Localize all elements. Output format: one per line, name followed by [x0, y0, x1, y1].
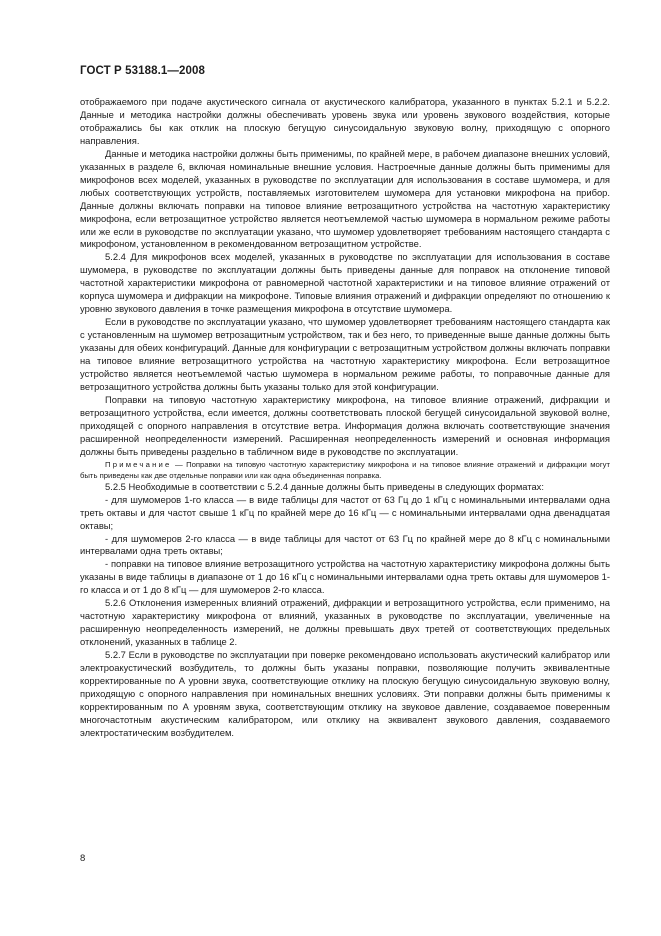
list-item: - для шумомеров 1-го класса — в виде таблицы для частот от 63 Гц до 1 кГц с номинальными интервалами одна треть октавы и для частот свыше 1 кГц по крайней мере до 16 кГц — с номинальными интервалами одна двенадцатая октавы;	[80, 493, 610, 531]
paragraph: Поправки на типовую частотную характеристику микрофона, на типовое влияние отражений, дифракции и ветрозащитного устройства, если имеется, должны соответствовать плоской бегущей синусоидальной звуковой волне, приходящей с опорного направления в отсутствие ветра. Информация должна включать соответствующие значения расширенной неопределенности измерений. Расширенная неопределенность измерений и основная информация должны быть приведены раздельно в табличном виде в руководстве по эксплуатации.	[80, 393, 610, 457]
list-item: - поправки на типовое влияние ветрозащитного устройства на частотную характеристику микрофона должны быть указаны в виде таблицы в диапазоне от 1 до 16 кГц с номинальными интервалами одна треть октавы для шумомеров 1-го класса и от 1 до 8 кГц — для шумомеров 2-го класса.	[80, 558, 610, 596]
note-label: Примечание	[105, 459, 172, 469]
clause-5-2-7: 5.2.7 Если в руководстве по эксплуатации при поверке рекомендовано использовать акустический калибратор или электроакустический возбудитель, то должны быть указаны поправки, позволяющие получить эквивалентные корректированные по А уровни звука, соответствующие отклику на плоскую бегущую синусоидальную звуковую волну, приходящую с опорного направления при номинальных внешних условиях. Эти поправки должны быть применимы к корректированным по А уровням звука, соответствующим отклику на звуковое давление, создаваемое поверенным многочастотным акустическим калибратором, или отклику на эквивалент звукового давления, создаваемого электростатическим возбудителем.	[80, 649, 610, 738]
clause-5-2-4: 5.2.4 Для микрофонов всех моделей, указанных в руководстве по эксплуатации для использования в составе шумомера, в руководстве по эксплуатации должны быть приведены данные для поправок на отклонение типовой частотной характеристики микрофона от равномерной частотной характеристики и на типовое влияние отражений от корпуса шумомера и дифракции на микрофоне. Типовые влияния отражений и дифракции определяют по отношению к уровню звукового давления в точке размещения микрофона в отсутствие шумомера.	[80, 251, 610, 315]
clause-5-2-5: 5.2.5 Необходимые в соответствии с 5.2.4 данные должны быть приведены в следующих форматах:	[105, 480, 544, 492]
paragraph: Данные и методика настройки должны быть применимы, по крайней мере, в рабочем диапазоне внешних условий, указанных в разделе 6, включая номинальные внешние условия. Настроечные данные должны быть применимы для микрофонов всех моделей, указанных в руководстве по эксплуатации для использования в составе шумомера, и для любых соответствующих устройств, поставляемых изготовителем шумомера для установки микрофона на прибор. Данные должны включать поправки на типовое влияние ветрозащитного устройства на частотную характеристику микрофона, если ветрозащитное устройство является неотъемлемой частью шумомера в нормальном режиме работы или же если в руководстве по эксплуатации указано, что шумомер удовлетворяет требованиям настоящего стандарта с микрофоном, установленном в рекомендованном ветрозащитном устройстве.	[80, 147, 610, 250]
page-number: 8	[80, 853, 86, 864]
clause-5-2-6: 5.2.6 Отклонения измеренных влияний отражений, дифракции и ветрозащитного устройства, если применимо, на частотную характеристику микрофона от влияний, указанных в руководстве по эксплуатации, увеличенные на расширенную неопределенность измерений, не должны превышать двух третей от соответствующих предельных отклонений, указанных в таблице 2.	[80, 597, 610, 648]
paragraph-continuation: отображаемого при подаче акустического сигнала от акустического калибратора, указанного в пунктах 5.2.1 и 5.2.2. Данные и методика настройки должны обеспечивать уровень звука или уровень звукового воздействия, которые отображались бы как отклик на плоскую бегущую синусоидальную звуковую волну, приходящую с опорного направления.	[80, 96, 610, 146]
list-item: - для шумомеров 2-го класса — в виде таблицы для частот от 63 Гц по крайней мере до 8 кГц с номинальными интервалами одна треть октавы;	[80, 532, 610, 557]
note-text: — Поправки на типовую частотную характеристику микрофона и на типовое влияние отражений и дифракции могут быть приведены как две отдельные поправки или как одна объединенная поправка.	[80, 459, 610, 480]
paragraph: Если в руководстве по эксплуатации указано, что шумомер удовлетворяет требованиям настоящего стандарта как с установленным на шумомер ветрозащитным устройством, так и без него, то приведенные выше данные должны быть указаны для обеих конфигураций. Данные для конфигурации с ветрозащитным устройством должны включать поправки на типовое влияние ветрозащитного устройства на частотную характеристику микрофона. Если ветрозащитное устройство является неотъемлемой частью шумомера в нормальном режиме работы, то поправочные данные для ветрозащитного устройства должны быть указаны только для этой конфигурации.	[80, 316, 610, 392]
note	[80, 459, 610, 481]
document-header: ГОСТ Р 53188.1—2008	[80, 65, 205, 77]
document-body	[80, 96, 610, 740]
